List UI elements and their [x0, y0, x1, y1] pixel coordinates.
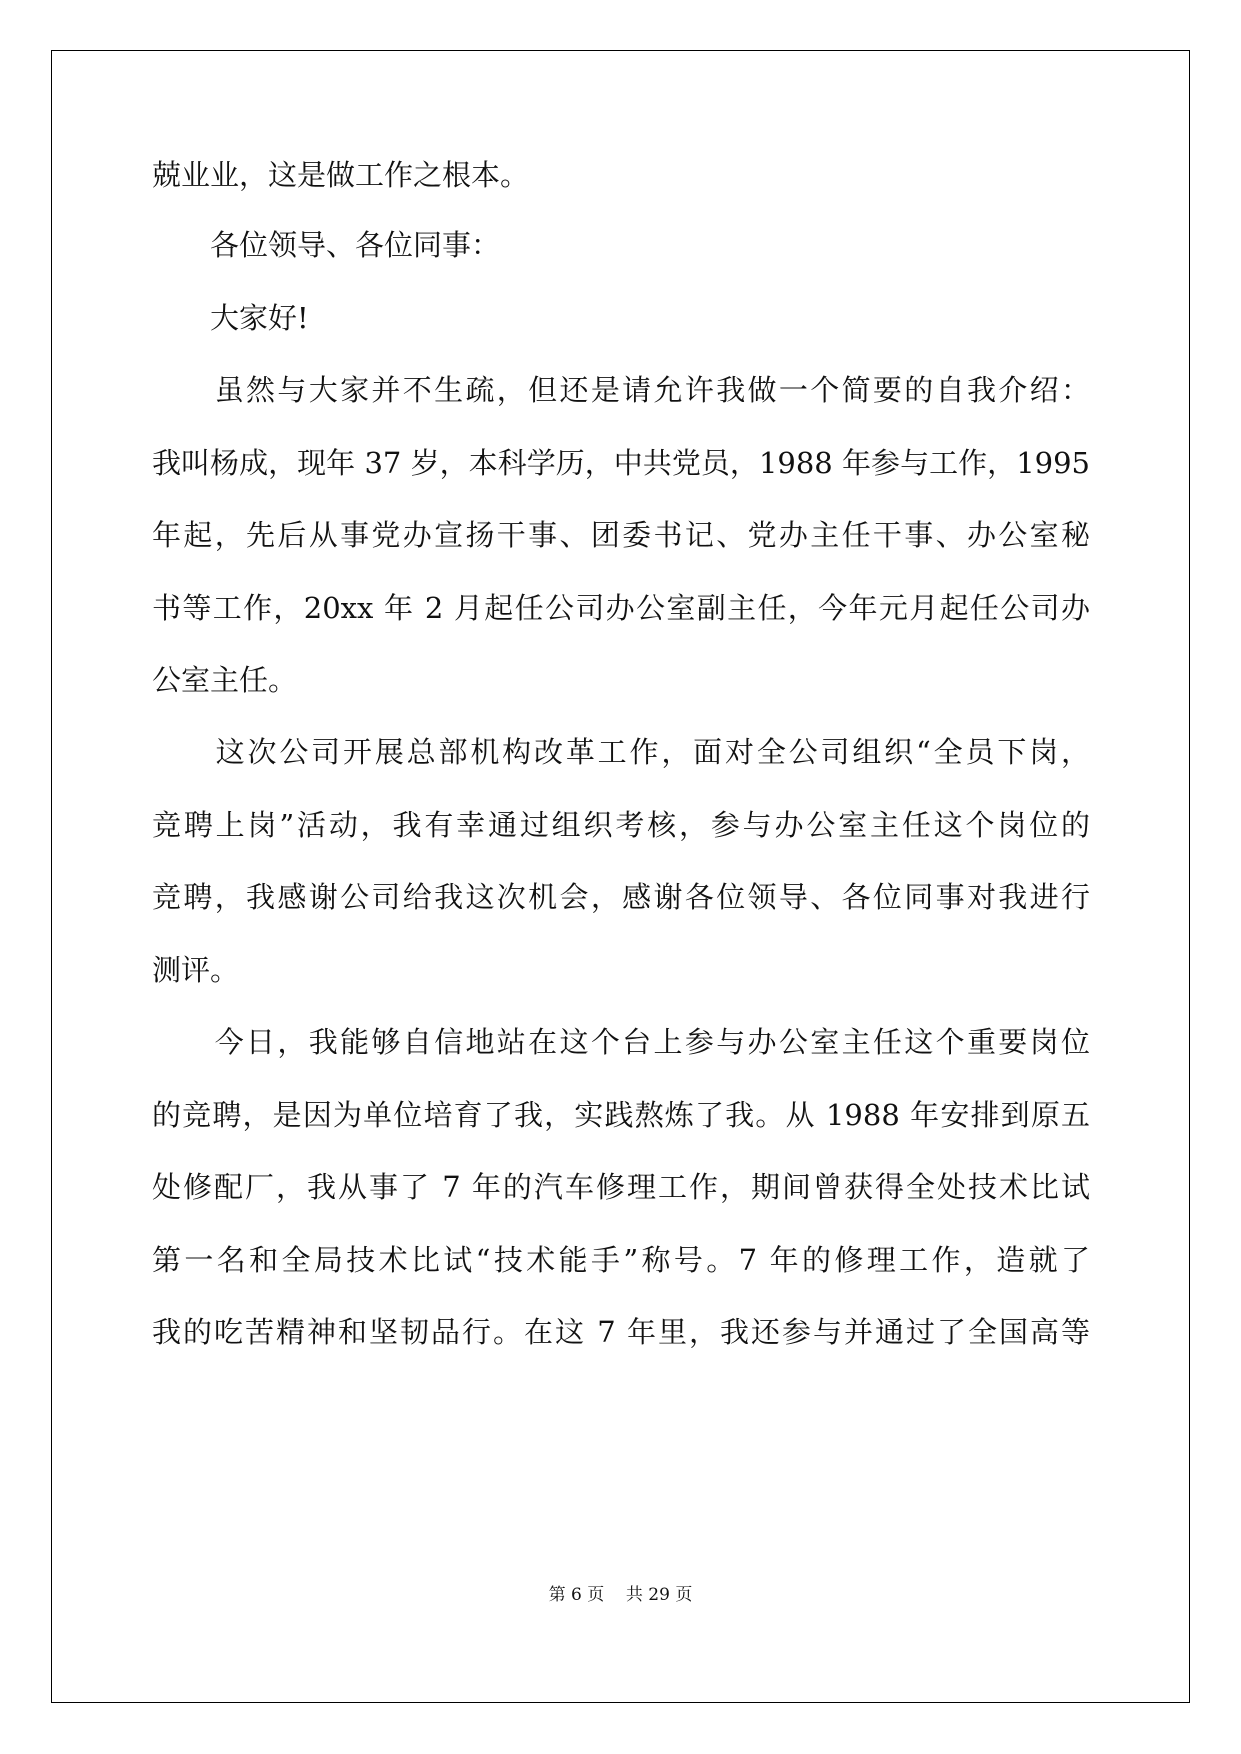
text-line: 我叫杨成，现年 37 岁，本科学历，中共党员，1988 年参与工作，1995 [152, 446, 1090, 480]
page-total: 共 29 页 [625, 1585, 693, 1605]
text-line: 公室主任。 [152, 663, 298, 697]
text-line: 第一名和全局技术比试“技术能手”称号。7 年的修理工作，造就了 [152, 1243, 1090, 1277]
text-line: 书等工作，20xx 年 2 月起任公司办公室副主任，今年元月起任公司办 [152, 591, 1090, 625]
text-line: 我的吃苦精神和坚韧品行。在这 7 年里，我还参与并通过了全国高等 [152, 1315, 1090, 1349]
page-footer [0, 1580, 1241, 1605]
text-line: 各位领导、各位同事： [152, 228, 501, 262]
text-line: 大家好! [152, 301, 309, 335]
text-line: 竞聘上岗”活动，我有幸通过组织考核，参与办公室主任这个岗位的 [152, 808, 1090, 842]
text-line: 竞聘，我感谢公司给我这次机会，感谢各位领导、各位同事对我进行 [152, 880, 1090, 914]
text-line: 虽然与大家并不生疏，但还是请允许我做一个简要的自我介绍： [152, 373, 1090, 407]
text-line: 的竞聘，是因为单位培育了我，实践熬炼了我。从 1988 年安排到原五 [152, 1098, 1090, 1132]
text-line: 处修配厂，我从事了 7 年的汽车修理工作，期间曾获得全处技术比试 [152, 1170, 1090, 1204]
text-line: 测评。 [152, 953, 240, 987]
text-line: 年起，先后从事党办宣扬干事、团委书记、党办主任干事、办公室秘 [152, 518, 1090, 552]
text-line: 兢业业，这是做工作之根本。 [152, 158, 530, 192]
text-line: 这次公司开展总部机构改革工作，面对全公司组织“全员下岗， [152, 735, 1090, 769]
page-number: 第 6 页 [548, 1585, 605, 1605]
text-line: 今日，我能够自信地站在这个台上参与办公室主任这个重要岗位 [152, 1025, 1090, 1059]
